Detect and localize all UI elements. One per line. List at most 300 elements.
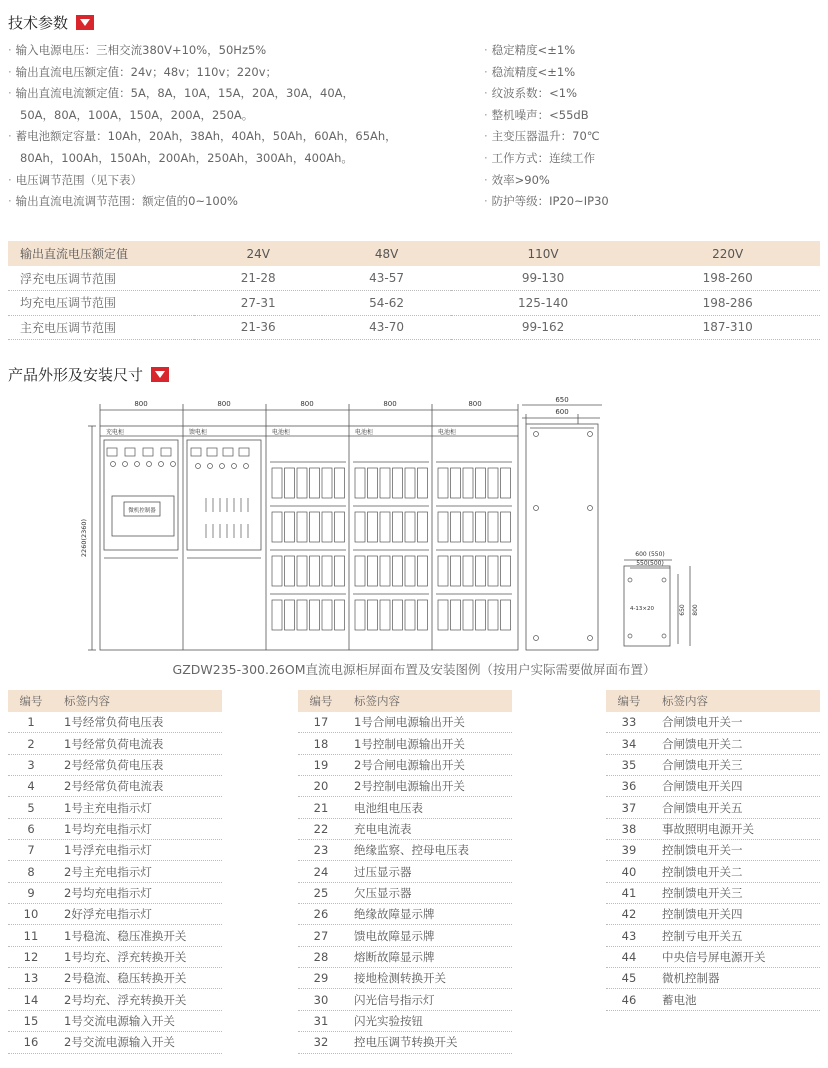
switch-icon — [196, 464, 201, 469]
label-text: 控制亏电开关五 — [662, 928, 743, 943]
label-table-header — [298, 690, 512, 712]
header-no: 编号 — [309, 694, 333, 708]
table-cell: 125-140 — [451, 291, 636, 316]
label-row — [298, 904, 512, 925]
label-row — [298, 1032, 512, 1053]
table-cell: 54-62 — [322, 291, 450, 316]
label-no: 19 — [313, 757, 329, 772]
label-no: 42 — [621, 907, 637, 922]
label-row — [298, 712, 512, 733]
battery-icon — [463, 512, 473, 542]
spec-text: 输入电源电压：三相交流380V+10%，50Hz5% — [15, 43, 267, 57]
label-row — [8, 968, 222, 989]
label-text: 1号主充电指示灯 — [64, 800, 152, 815]
label-text: 1号均充电指示灯 — [64, 821, 152, 836]
battery-icon — [368, 468, 378, 498]
battery-icon — [380, 556, 390, 586]
label-row — [8, 861, 222, 882]
battery-icon — [310, 512, 320, 542]
spec-text: 效率>90% — [491, 172, 550, 187]
label-text: 馈电故障显示牌 — [354, 928, 435, 943]
label-row — [606, 797, 820, 818]
battery-icon — [368, 600, 378, 630]
label-text: 控制馈电开关三 — [662, 885, 743, 900]
battery-icon — [297, 468, 307, 498]
switch-icon — [208, 464, 213, 469]
label-row — [606, 989, 820, 1010]
label-no: 30 — [313, 992, 329, 1007]
label-row — [606, 819, 820, 840]
meter-icon — [107, 448, 117, 456]
section-title-tech-params — [8, 12, 94, 33]
label-no: 29 — [313, 971, 329, 986]
label-text: 熔断故障显示牌 — [354, 949, 435, 964]
table-cell: 187-310 — [635, 315, 820, 340]
label-text: 微机控制器 — [662, 971, 720, 986]
label-row — [298, 968, 512, 989]
bolt-icon — [588, 636, 593, 641]
width-label: 800 — [383, 400, 397, 408]
specs-left-list — [8, 40, 397, 213]
label-row — [606, 840, 820, 861]
section-title-text: 技术参数 — [8, 14, 69, 32]
voltage-range-table — [8, 241, 820, 340]
base-depth-label: 800 — [692, 604, 699, 616]
label-no: 22 — [313, 821, 329, 836]
cabinet-drawing — [0, 388, 828, 658]
label-text: 控制馈电开关四 — [662, 907, 743, 922]
label-no: 16 — [23, 1035, 39, 1050]
battery-icon — [285, 556, 295, 586]
label-row — [606, 968, 820, 989]
battery-icon — [355, 512, 365, 542]
battery-icon — [438, 512, 448, 542]
triangle-down-icon — [151, 367, 169, 382]
bullet-dot: · — [484, 150, 488, 165]
mount-hole-icon — [662, 634, 666, 638]
label-text: 充电电流表 — [354, 821, 412, 836]
label-text: 1号经常负荷电流表 — [64, 736, 164, 751]
cabinet-name: 电池柜 — [355, 429, 374, 436]
bullet-dot: · — [8, 43, 12, 57]
section-title-text: 产品外形及安装尺寸 — [8, 366, 144, 384]
table-cell: 99-162 — [451, 315, 636, 340]
label-text: 2号控制电源输出开关 — [354, 779, 465, 794]
battery-icon — [501, 600, 511, 630]
label-row — [8, 840, 222, 861]
label-row — [8, 712, 222, 733]
battery-icon — [322, 600, 332, 630]
label-text: 控电压调节转换开关 — [354, 1035, 458, 1050]
base-width-label: 600 (550) — [635, 551, 665, 558]
spec-text: 稳流精度<±1% — [491, 64, 576, 79]
indicator-lamp-icon — [159, 462, 164, 467]
table-row — [8, 315, 820, 340]
table-header-cell: 110V — [451, 241, 636, 266]
battery-icon — [335, 468, 345, 498]
battery-icon — [418, 600, 428, 630]
label-text: 控制馈电开关二 — [662, 864, 743, 879]
label-table-2 — [298, 690, 512, 1054]
bolt-icon — [534, 636, 539, 641]
battery-icon — [463, 600, 473, 630]
battery-icon — [322, 556, 332, 586]
label-row — [8, 947, 222, 968]
label-text: 2号经常负荷电流表 — [64, 779, 164, 794]
width-label: 800 — [468, 400, 482, 408]
bolt-icon — [534, 432, 539, 437]
table-cell: 198-286 — [635, 291, 820, 316]
meter-icon — [191, 448, 201, 456]
label-text: 欠压显示器 — [354, 885, 412, 900]
battery-icon — [310, 468, 320, 498]
label-text: 2号稳流、稳压转换开关 — [64, 971, 187, 986]
cabinet-name: 馈电柜 — [189, 429, 208, 436]
bolt-icon — [588, 506, 593, 511]
switch-icon — [220, 464, 225, 469]
label-no: 41 — [621, 885, 637, 900]
label-no: 28 — [313, 949, 329, 964]
label-no: 20 — [313, 779, 329, 794]
battery-icon — [451, 600, 461, 630]
label-row — [606, 733, 820, 754]
indicator-lamp-icon — [135, 462, 140, 467]
side-width-label: 650 — [555, 396, 569, 404]
battery-icon — [451, 468, 461, 498]
width-label: 800 — [300, 400, 314, 408]
spec-line — [484, 83, 609, 105]
spec-line — [484, 126, 609, 148]
bullet-dot: · — [8, 129, 12, 144]
label-no: 9 — [27, 885, 35, 900]
table-cell: 27-31 — [194, 291, 322, 316]
battery-icon — [488, 556, 498, 586]
label-text: 1号经常负荷电压表 — [64, 715, 164, 730]
label-text: 中央信号屏电源开关 — [662, 949, 766, 964]
table-cell: 浮充电压调节范围 — [8, 266, 194, 291]
battery-icon — [418, 468, 428, 498]
label-no: 46 — [621, 992, 637, 1007]
label-no: 10 — [23, 907, 39, 922]
battery-icon — [393, 556, 403, 586]
label-row — [606, 947, 820, 968]
battery-icon — [310, 556, 320, 586]
label-text: 接地检测转换开关 — [354, 971, 446, 986]
label-no: 8 — [27, 864, 35, 879]
cabinet-name: 电池柜 — [438, 429, 457, 436]
label-no: 13 — [23, 971, 39, 986]
indicator-lamp-icon — [111, 462, 116, 467]
header-no: 编号 — [19, 694, 43, 708]
label-text: 闪光信号指示灯 — [354, 992, 435, 1007]
header-label: 标签内容 — [354, 694, 400, 708]
label-text: 1号合闸电源输出开关 — [354, 715, 465, 730]
table-cell: 198-260 — [635, 266, 820, 291]
spec-line — [484, 105, 609, 127]
label-text: 1号交流电源输入开关 — [64, 1013, 175, 1028]
battery-icon — [438, 468, 448, 498]
battery-icon — [297, 600, 307, 630]
label-text: 2好浮充电指示灯 — [64, 907, 152, 922]
battery-icon — [310, 600, 320, 630]
label-no: 23 — [313, 843, 329, 858]
label-no: 24 — [313, 864, 329, 879]
mount-hole-icon — [628, 634, 632, 638]
label-row — [606, 861, 820, 882]
label-row — [606, 776, 820, 797]
label-no: 39 — [621, 843, 637, 858]
battery-icon — [285, 468, 295, 498]
battery-icon — [501, 512, 511, 542]
battery-icon — [501, 468, 511, 498]
battery-icon — [368, 556, 378, 586]
table-cell: 21-36 — [194, 315, 322, 340]
battery-icon — [355, 600, 365, 630]
label-row — [298, 861, 512, 882]
label-text: 合闸馈电开关三 — [662, 757, 743, 772]
table-cell: 主充电压调节范围 — [8, 315, 194, 340]
label-row — [298, 733, 512, 754]
spec-text: 蓄电池额定容量：10Ah，20Ah，38Ah，40Ah，50Ah，60Ah，65Ah， — [15, 129, 397, 144]
battery-icon — [476, 556, 486, 586]
label-text: 绝缘故障显示牌 — [354, 907, 435, 922]
label-no: 32 — [313, 1035, 329, 1050]
label-no: 35 — [621, 757, 637, 772]
base-depth-label: 650 — [679, 604, 686, 616]
label-no: 38 — [621, 821, 637, 836]
label-table-1 — [8, 690, 222, 1054]
battery-icon — [355, 468, 365, 498]
bolt-icon — [534, 506, 539, 511]
battery-icon — [463, 468, 473, 498]
triangle-down-icon — [76, 15, 94, 30]
label-text: 2号合闸电源输出开关 — [354, 757, 465, 772]
battery-icon — [463, 556, 473, 586]
label-text: 电池组电压表 — [354, 800, 423, 815]
battery-icon — [418, 556, 428, 586]
label-text: 1号稳流、稳压准换开关 — [64, 928, 187, 943]
spec-line — [484, 191, 609, 213]
label-row — [298, 989, 512, 1010]
label-no: 21 — [313, 800, 329, 815]
label-row — [606, 925, 820, 946]
battery-icon — [297, 512, 307, 542]
label-no: 33 — [621, 715, 637, 730]
label-no: 14 — [23, 992, 39, 1007]
label-no: 26 — [313, 907, 329, 922]
cabinet-name: 电池柜 — [272, 429, 291, 436]
label-no: 4 — [27, 779, 35, 794]
label-row — [298, 797, 512, 818]
table-row — [8, 266, 820, 291]
label-no: 6 — [27, 821, 35, 836]
label-no: 31 — [313, 1013, 329, 1028]
spec-text: 稳定精度<±1% — [491, 43, 576, 57]
battery-icon — [476, 512, 486, 542]
battery-icon — [322, 512, 332, 542]
header-label: 标签内容 — [64, 694, 110, 708]
label-row — [606, 755, 820, 776]
spec-text: 纹波系数：<1% — [491, 86, 578, 101]
label-text: 2号均充、浮充转换开关 — [64, 992, 187, 1007]
battery-icon — [272, 468, 282, 498]
switch-icon — [232, 464, 237, 469]
controller-label: 微机控制器 — [128, 508, 156, 514]
table-header-cell: 220V — [635, 241, 820, 266]
label-no: 45 — [621, 971, 637, 986]
spec-text: 电压调节范围（见下表） — [15, 172, 143, 187]
label-text: 2号主充电指示灯 — [64, 864, 152, 879]
battery-icon — [476, 600, 486, 630]
label-row — [298, 947, 512, 968]
label-no: 1 — [27, 715, 35, 730]
label-text: 事故照明电源开关 — [662, 821, 754, 836]
indicator-lamp-icon — [147, 462, 152, 467]
battery-icon — [393, 512, 403, 542]
battery-icon — [488, 600, 498, 630]
label-row — [8, 925, 222, 946]
table-header-cell: 输出直流电压额定值 — [8, 241, 194, 266]
label-row — [8, 755, 222, 776]
table-cell: 99-130 — [451, 266, 636, 291]
indicator-lamp-icon — [171, 462, 176, 467]
spec-line — [484, 40, 609, 62]
meter-icon — [125, 448, 135, 456]
meter-icon — [223, 448, 233, 456]
label-row — [8, 989, 222, 1010]
label-row — [8, 776, 222, 797]
table-header-cell: 48V — [322, 241, 450, 266]
label-table-header — [606, 690, 820, 712]
battery-icon — [380, 600, 390, 630]
label-text: 过压显示器 — [354, 864, 412, 879]
label-text: 绝缘监察、控母电压表 — [354, 843, 469, 858]
height-label: 2260(2360) — [80, 518, 88, 558]
battery-icon — [405, 600, 415, 630]
spec-line — [8, 40, 397, 62]
bullet-dot: · — [8, 194, 12, 209]
bullet-dot: · — [484, 43, 488, 57]
label-row — [8, 1011, 222, 1032]
label-no: 40 — [621, 864, 637, 879]
label-text: 控制馈电开关一 — [662, 843, 743, 858]
battery-icon — [272, 556, 282, 586]
battery-icon — [451, 512, 461, 542]
spec-text: 输出直流电流额定值：5A，8A，10A，15A，20A，30A，40A， — [15, 86, 355, 101]
label-no: 2 — [27, 736, 35, 751]
label-row — [298, 819, 512, 840]
section-title-dimensions — [8, 364, 169, 385]
battery-icon — [501, 556, 511, 586]
label-row — [606, 712, 820, 733]
spec-text: 80Ah，100Ah，150Ah，200Ah，250Ah，300Ah，400Ah。 — [20, 150, 353, 165]
label-table-header — [8, 690, 222, 712]
label-row — [298, 883, 512, 904]
bullet-dot: · — [8, 172, 12, 187]
battery-icon — [418, 512, 428, 542]
battery-icon — [285, 600, 295, 630]
battery-icon — [438, 600, 448, 630]
battery-icon — [335, 600, 345, 630]
bullet-dot: · — [484, 194, 488, 209]
label-row — [298, 840, 512, 861]
spec-line — [484, 62, 609, 84]
spec-line — [8, 62, 397, 84]
label-text: 1号浮充电指示灯 — [64, 843, 152, 858]
label-row — [8, 904, 222, 925]
drawing-caption: GZDW235-300.26OM直流电源柜屏面布置及安装图例（按用户实际需要做屏面布置） — [172, 662, 656, 677]
switch-icon — [244, 464, 249, 469]
label-no: 27 — [313, 928, 329, 943]
spec-line — [8, 83, 397, 105]
label-no: 34 — [621, 736, 637, 751]
table-cell: 43-70 — [322, 315, 450, 340]
header-label: 标签内容 — [662, 694, 708, 708]
spec-line — [8, 105, 397, 127]
label-text: 2号交流电源输入开关 — [64, 1035, 175, 1050]
width-label: 800 — [134, 400, 148, 408]
battery-icon — [272, 512, 282, 542]
label-text: 2号经常负荷电压表 — [64, 757, 164, 772]
battery-icon — [380, 468, 390, 498]
bullet-dot: · — [484, 64, 488, 79]
mount-hole-icon — [662, 578, 666, 582]
label-text: 2号均充电指示灯 — [64, 885, 152, 900]
spec-text: 输出直流电压额定值：24v；48v；110v；220v； — [15, 64, 278, 79]
bullet-dot: · — [8, 64, 12, 79]
battery-icon — [335, 512, 345, 542]
label-row — [298, 755, 512, 776]
meter-icon — [143, 448, 153, 456]
header-no: 编号 — [617, 694, 641, 708]
spec-text: 50A，80A，100A，150A，200A，250A。 — [20, 107, 254, 122]
label-table-3 — [606, 690, 820, 1011]
bullet-dot: · — [484, 172, 488, 187]
label-no: 7 — [27, 843, 35, 858]
meter-icon — [161, 448, 171, 456]
battery-icon — [355, 556, 365, 586]
battery-icon — [272, 600, 282, 630]
battery-icon — [451, 556, 461, 586]
label-no: 43 — [621, 928, 637, 943]
label-no: 12 — [23, 949, 39, 964]
label-row — [606, 883, 820, 904]
label-row — [8, 797, 222, 818]
label-no: 36 — [621, 779, 637, 794]
label-row — [8, 1032, 222, 1053]
bullet-dot: · — [484, 129, 488, 144]
table-cell: 43-57 — [322, 266, 450, 291]
bullet-dot: · — [8, 86, 12, 101]
battery-icon — [393, 600, 403, 630]
label-text: 1号控制电源输出开关 — [354, 736, 465, 751]
label-row — [298, 1011, 512, 1032]
cabinet-name: 充电柜 — [106, 429, 125, 436]
battery-icon — [297, 556, 307, 586]
spec-line — [8, 148, 397, 170]
spec-line — [8, 126, 397, 148]
label-row — [298, 925, 512, 946]
battery-icon — [476, 468, 486, 498]
meter-icon — [207, 448, 217, 456]
battery-icon — [405, 468, 415, 498]
label-text: 合闸馈电开关二 — [662, 736, 743, 751]
battery-icon — [335, 556, 345, 586]
bullet-dot: · — [484, 86, 488, 101]
spec-text: 整机噪声：<55dB — [491, 107, 589, 122]
battery-icon — [405, 512, 415, 542]
battery-icon — [488, 468, 498, 498]
